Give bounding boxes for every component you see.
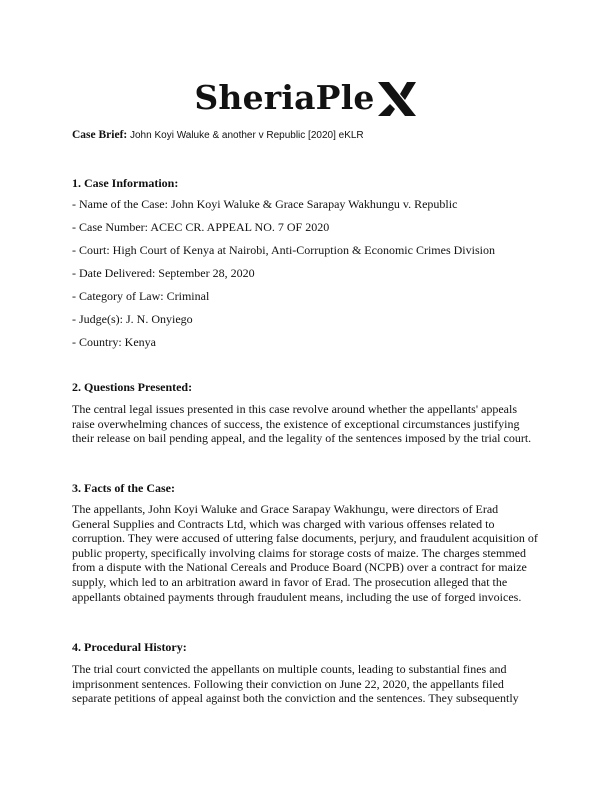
case-brief-line xyxy=(72,129,364,141)
case-brief-label: Case Brief: xyxy=(72,129,128,141)
paragraph-line: their release on bail pending appeal, and the legality of the sentences imposed by the trial court. xyxy=(72,431,532,446)
paragraph-line: corruption. They were accused of uttering false documents, perjury, and fraudulent acquisition of xyxy=(72,531,538,546)
paragraph-line: supply, which led to an arbitration award in favor of Erad. The prosecution alleged that the xyxy=(72,574,508,589)
paragraph-questions-presented xyxy=(72,402,544,446)
paragraph-line: General Supplies and Contracts Ltd, which was charged with various offenses related to xyxy=(72,516,495,531)
heading-facts-of-the-case: 3. Facts of the Case: xyxy=(72,481,175,495)
paragraph-procedural-history xyxy=(72,662,544,706)
paragraph-line: separate petitions of appeal against both the conviction and the sentences. They subsequently xyxy=(72,691,519,706)
sheriaplex-logo xyxy=(0,78,612,126)
info-category-of-law: - Category of Law: Criminal xyxy=(72,289,210,303)
heading-case-information: 1. Case Information: xyxy=(72,176,179,190)
paragraph-line: from a dispute with the National Cereals and Produce Board (NCPB) over a contract for maize xyxy=(72,560,527,575)
paragraph-line: The trial court convicted the appellants on multiple counts, leading to substantial fines and xyxy=(72,662,507,676)
paragraph-line: The central legal issues presented in this case revolve around whether the appellants' appeals xyxy=(72,402,517,416)
case-brief-title: John Koyi Waluke & another v Republic [2020] eKLR xyxy=(130,130,364,141)
heading-procedural-history: 4. Procedural History: xyxy=(72,640,187,654)
paragraph-line: appellants obtained payments through fraudulent means, including the use of forged invoices. xyxy=(72,589,522,604)
info-case-name: - Name of the Case: John Koyi Waluke & Grace Sarapay Wakhungu v. Republic xyxy=(72,197,458,211)
info-date-delivered: - Date Delivered: September 28, 2020 xyxy=(72,266,255,280)
paragraph-line: raise overwhelming chances of success, the existence of exceptional circumstances justifying xyxy=(72,416,520,431)
info-judges: - Judge(s): J. N. Onyiego xyxy=(72,312,193,326)
paragraph-line: imprisonment sentences. Following their conviction on June 22, 2020, the appellants filed xyxy=(72,676,504,691)
info-case-number: - Case Number: ACEC CR. APPEAL NO. 7 OF 2020 xyxy=(72,220,330,234)
info-court: - Court: High Court of Kenya at Nairobi, Anti-Corruption & Economic Crimes Division xyxy=(72,243,495,257)
paragraph-facts xyxy=(72,502,544,604)
logo-wordmark xyxy=(194,78,417,118)
paragraph-line: The appellants, John Koyi Waluke and Grace Sarapay Wakhungu, were directors of Erad xyxy=(72,502,499,516)
logo-text: SheriaPle xyxy=(194,78,375,117)
info-country: - Country: Kenya xyxy=(72,335,156,349)
paragraph-line: public property, specifically involving claims for storage costs of maize. The charges stemmed xyxy=(72,545,526,560)
heading-questions-presented: 2. Questions Presented: xyxy=(72,380,193,394)
x-monogram-icon xyxy=(376,80,418,118)
